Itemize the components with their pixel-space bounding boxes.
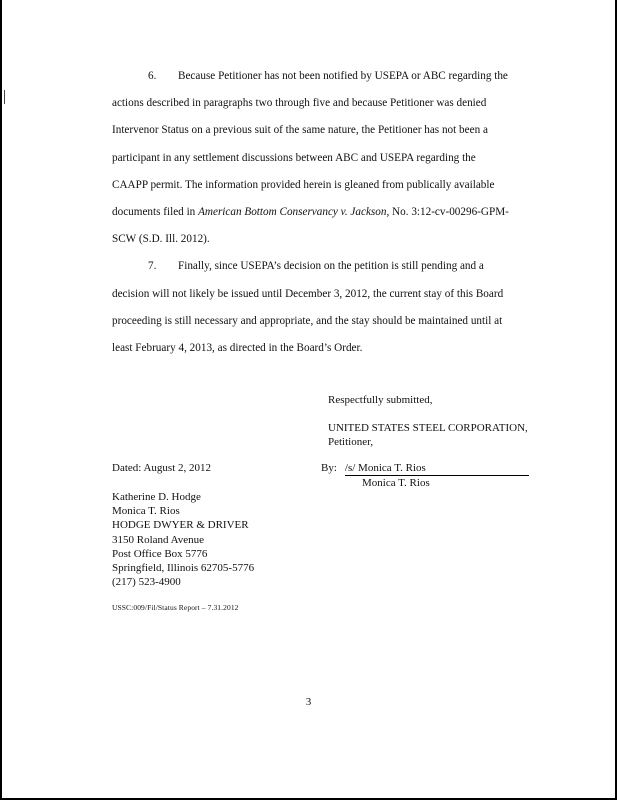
address-line: Katherine D. Hodge xyxy=(112,491,201,503)
paragraph-6-line-5: CAAPP permit. The information provided herein is gleaned from publically available xyxy=(112,178,495,191)
paragraph-7-line-2: decision will not likely be issued until December 3, 2012, the current stay of this Board xyxy=(112,287,504,300)
file-reference: USSC:009/Fil/Status Report – 7.31.2012 xyxy=(112,603,239,612)
case-name: American Bottom Conservancy v. Jackson, xyxy=(198,206,390,219)
by-label: By: xyxy=(321,462,337,474)
paragraph-7-line-3: proceeding is still necessary and appropriate, and the stay should be maintained until at xyxy=(112,314,503,327)
paragraph-6-line-1: 6. Because Petitioner has not been notified by USEPA or ABC regarding the xyxy=(112,63,548,90)
paragraph-6-line-4: participant in any settlement discussions between ABC and USEPA regarding the xyxy=(112,151,476,164)
address-line: Springfield, Illinois 62705-5776 xyxy=(112,562,255,575)
paragraph-number: 7. xyxy=(148,260,157,273)
paragraph-6-line-6: documents filed in American Bottom Conservancy v. Jackson, No. 3:12-cv-00296-GPM- xyxy=(112,206,509,219)
paragraph-6-line-3: Intervenor Status on a previous suit of the same nature, the Petitioner has not been a xyxy=(112,124,488,137)
company-block xyxy=(328,421,568,449)
address-line: 3150 Roland Avenue xyxy=(112,533,205,546)
body-text xyxy=(112,63,548,362)
address-line: Monica T. Rios xyxy=(112,505,180,518)
company-role: Petitioner, xyxy=(328,436,374,448)
scan-mark xyxy=(4,90,5,104)
closing-phrase: Respectfully submitted, xyxy=(328,394,433,406)
address-line: Post Office Box 5776 xyxy=(112,547,208,560)
paragraph-number: 6. xyxy=(148,70,157,82)
page-number: 3 xyxy=(305,696,312,708)
signature-line xyxy=(321,461,529,476)
address-line: (217) 523-4900 xyxy=(112,576,181,589)
company-name: UNITED STATES STEEL CORPORATION, xyxy=(328,422,528,434)
signatory-name: Monica T. Rios xyxy=(362,477,430,489)
electronic-signature: /s/ Monica T. Rios xyxy=(345,462,529,476)
dated-line: Dated: August 2, 2012 xyxy=(112,462,211,474)
paragraph-6 xyxy=(112,63,548,253)
paragraph-7-line-1: 7. Finally, since USEPA’s decision on the petition is still pending and a xyxy=(112,253,548,280)
paragraph-7 xyxy=(112,253,548,362)
address-block xyxy=(112,490,254,589)
paragraph-6-line-7: SCW (S.D. Ill. 2012). xyxy=(112,233,210,246)
paragraph-6-line-2: actions described in paragraphs two through five and because Petitioner was denied xyxy=(112,97,487,110)
address-line: HODGE DWYER & DRIVER xyxy=(112,519,249,532)
scan-border-left xyxy=(0,0,2,800)
paragraph-7-line-4: least February 4, 2013, as directed in the Board’s Order. xyxy=(112,342,363,355)
